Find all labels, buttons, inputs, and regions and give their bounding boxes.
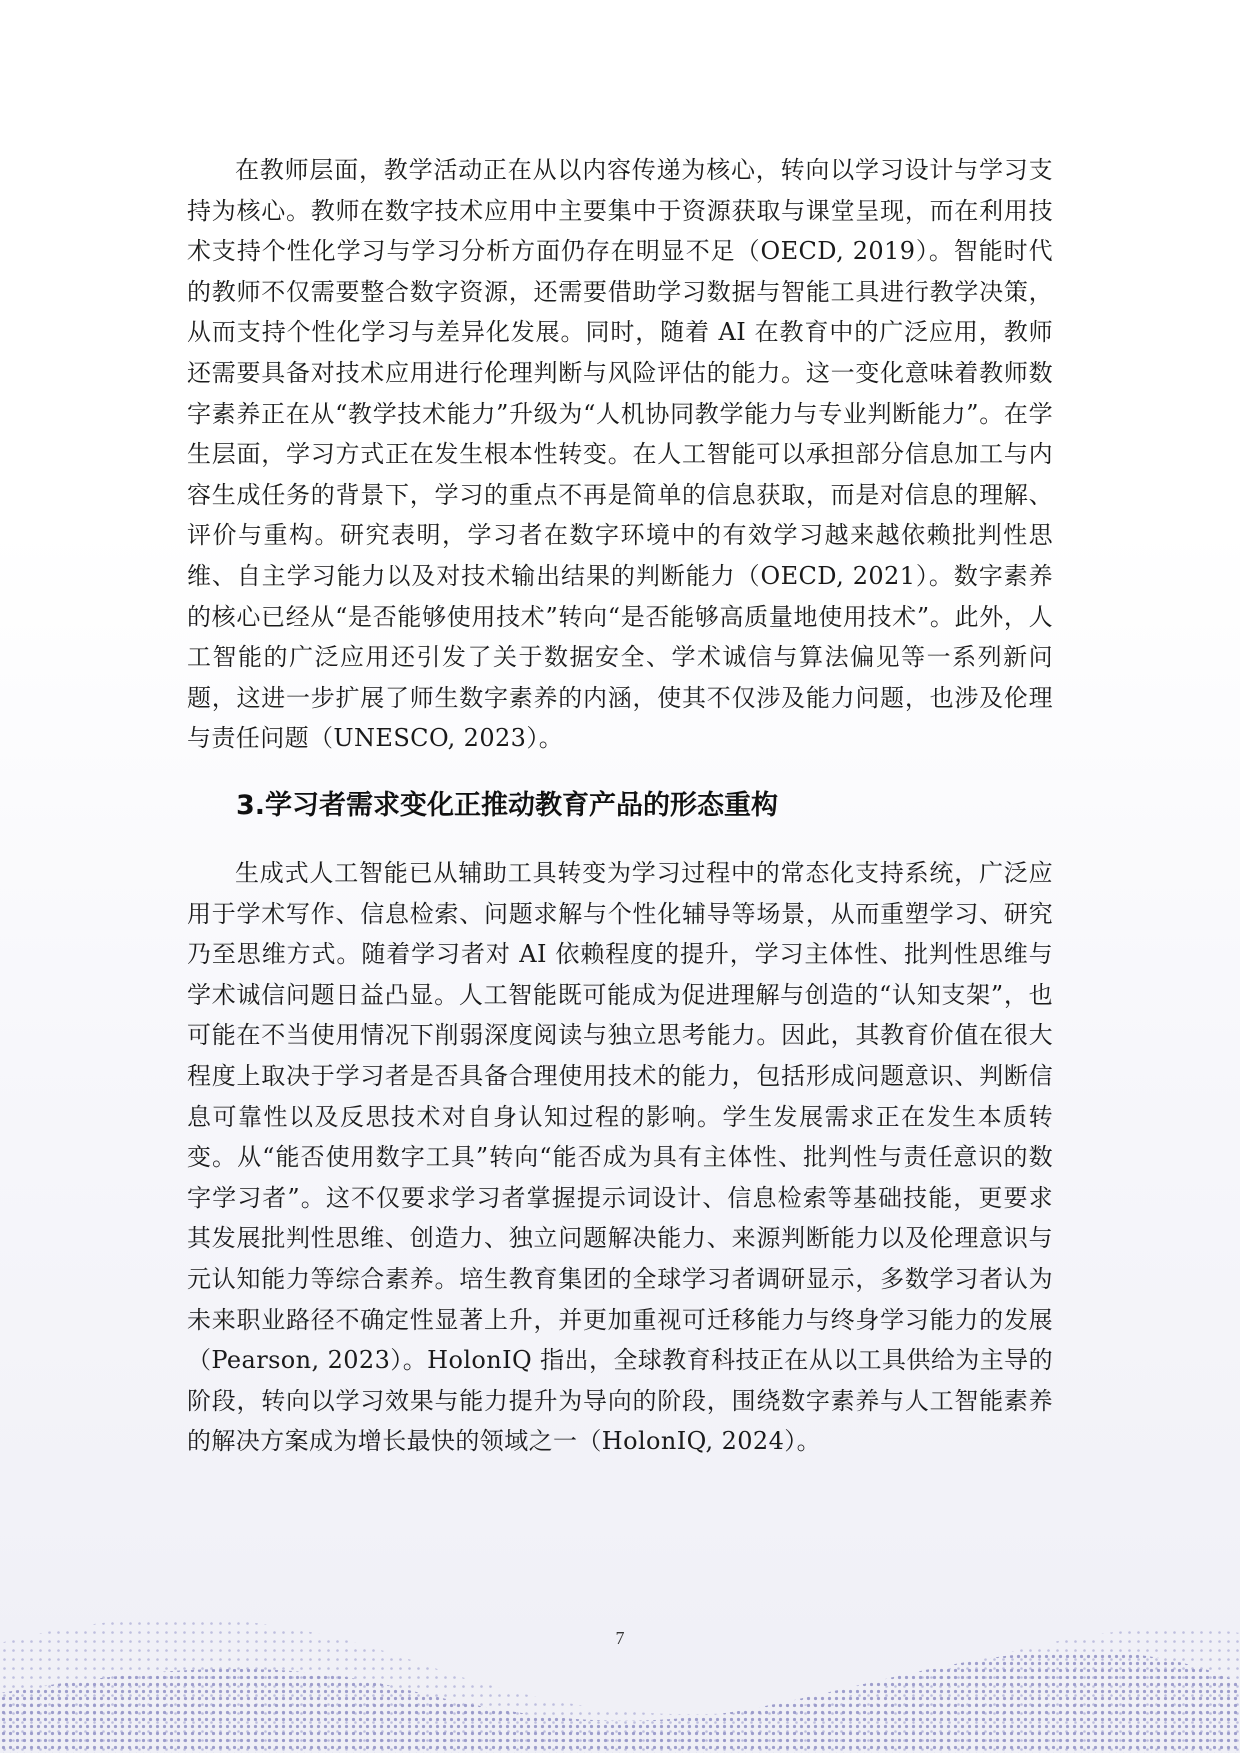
body-paragraph-learner-needs: 生成式人工智能已从辅助工具转变为学习过程中的常态化支持系统，广泛应用于学术写作、信息检索、问题求解与个性化辅导等场景，从而重塑学习、研究乃至思维方式。随着学习者对 AI 依赖程度的提升，学习主体性、批判性思维与学术诚信问题日益凸显。人工智能既可能成为促进理解与创造的“认知支架”，也可能在不当使用情况下削弱深度阅读与独立思考能力。因此，其教育价值在很大程度上取决于学习者是否具备合理使用技术的能力，包括形成问题意识、判断信息可靠性以及反思技术对自身认知过程的影响。学生发展需求正在发生本质转变。从“能否使用数字工具”转向“能否成为具有主体性、批判性与责任意识的数字学习者”。这不仅要求学习者掌握提示词设计、信息检索等基础技能，更要求其发展批判性思维、创造力、独立问题解决能力、来源判断能力以及伦理意识与元认知能力等综合素养。培生教育集团的全球学习者调研显示，多数学习者认为未来职业路径不确定性显著上升，并更加重视可迁移能力与终身学习能力的发展（Pearson, 2023）。HolonIQ 指出，全球教育科技正在从以工具供给为主导的阶段，转向以学习效果与能力提升为导向的阶段，围绕数字素养与人工智能素养的解决方案成为增长最快的领域之一（HolonIQ, 2024）。 [187, 859, 1053, 1456]
decorative-dot-wave [0, 1583, 1240, 1753]
body-paragraph-teachers-students: 在教师层面，教学活动正在从以内容传递为核心，转向以学习设计与学习支持为核心。教师在数字技术应用中主要集中于资源获取与课堂呈现，而在利用技术支持个性化学习与学习分析方面仍存在明显不足（OECD, 2019）。智能时代的教师不仅需要整合数字资源，还需要借助学习数据与智能工具进行教学决策，从而支持个性化学习与差异化发展。同时，随着 AI 在教育中的广泛应用，教师还需要具备对技术应用进行伦理判断与风险评估的能力。这一变化意味着教师数字素养正在从“教学技术能力”升级为“人机协同教学能力与专业判断能力”。在学生层面，学习方式正在发生根本性转变。在人工智能可以承担部分信息加工与内容生成任务的背景下，学习的重点不再是简单的信息获取，而是对信息的理解、评价与重构。研究表明，学习者在数字环境中的有效学习越来越依赖批判性思维、自主学习能力以及对技术输出结果的判断能力（OECD, 2021）。数字素养的核心已经从“是否能够使用技术”转向“是否能够高质量地使用技术”。此外，人工智能的广泛应用还引发了关于数据安全、学术诚信与算法偏见等一系列新问题，这进一步扩展了师生数字素养的内涵，使其不仅涉及能力问题，也涉及伦理与责任问题（UNESCO, 2023）。 [187, 156, 1053, 753]
section-heading: 3.学习者需求变化正推动教育产品的形态重构 [236, 790, 779, 821]
page-number: 7 [615, 1628, 625, 1648]
